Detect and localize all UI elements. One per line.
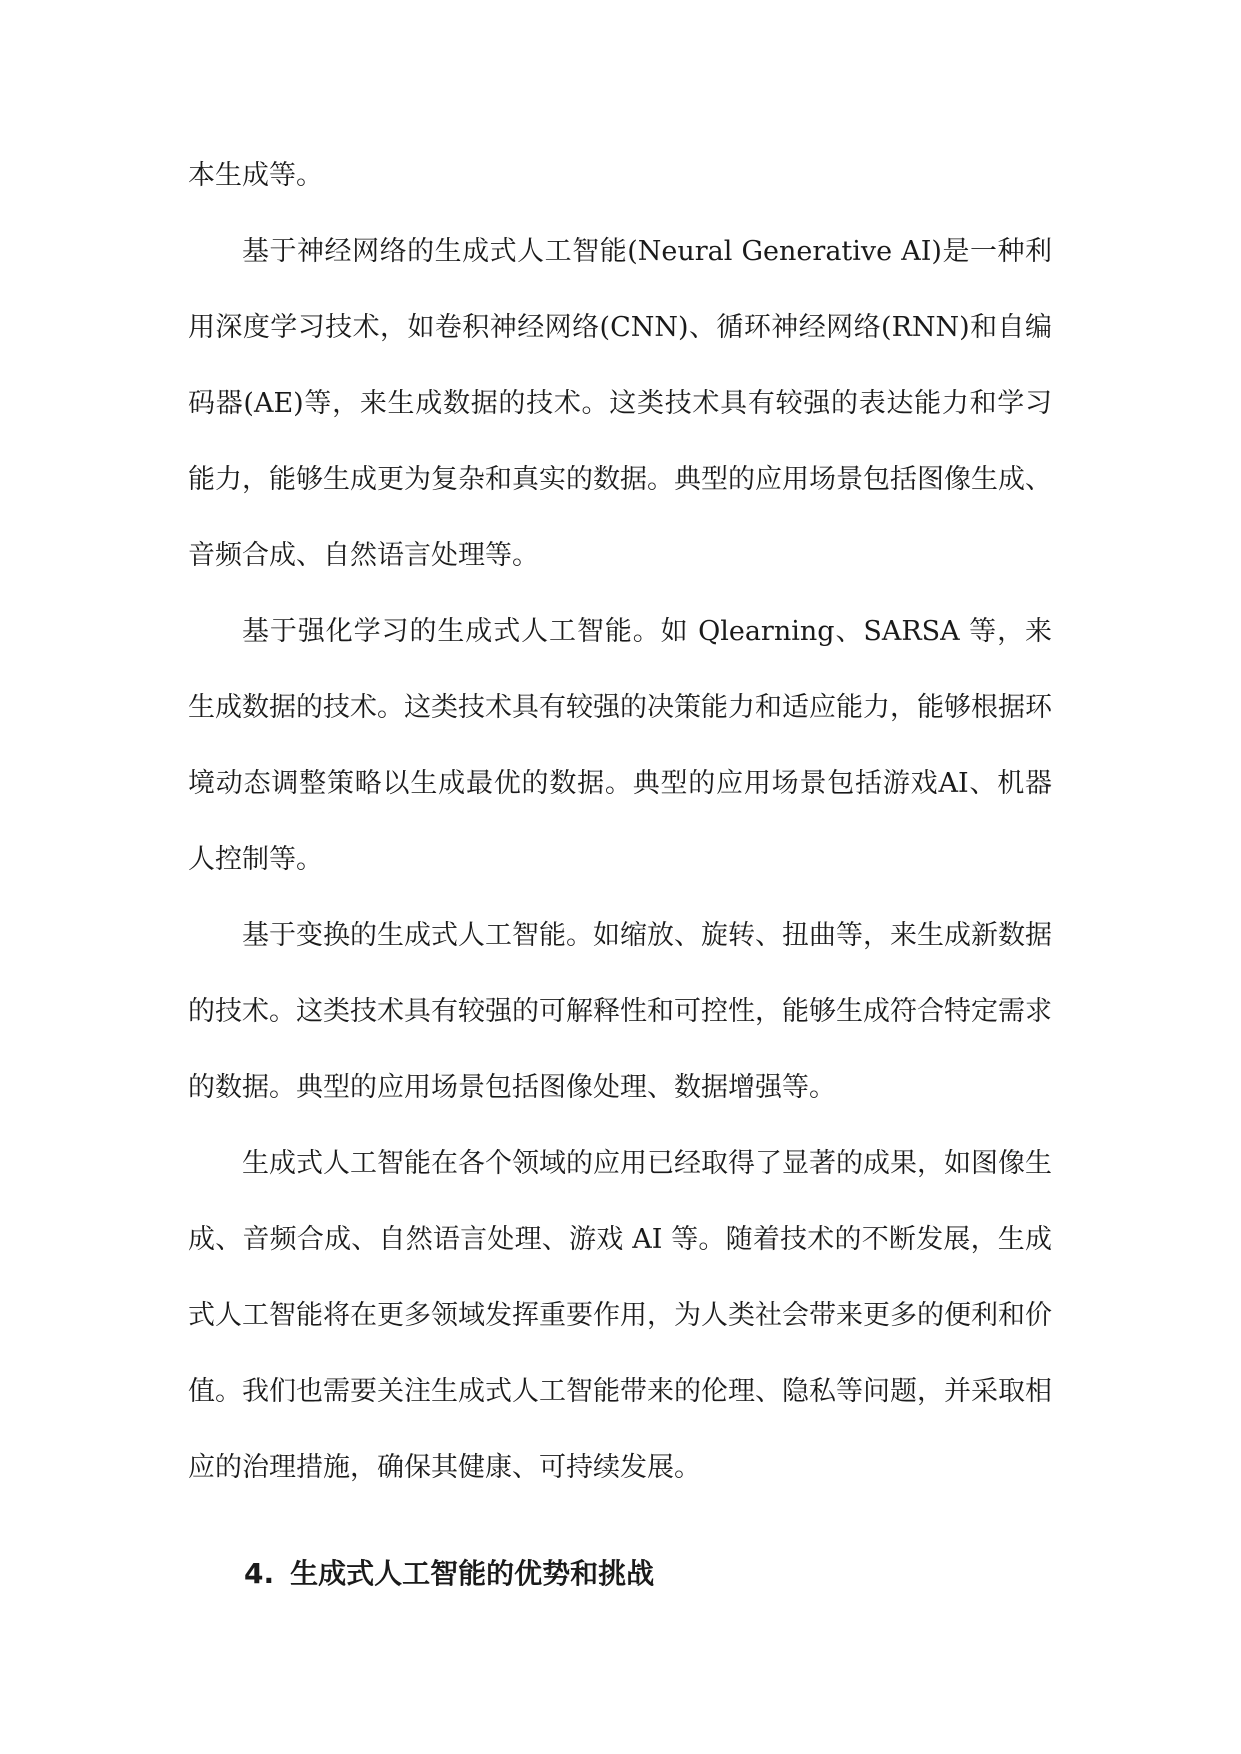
section-title: 生成式人工智能的优势和挑战 <box>290 1557 655 1590</box>
paragraph-reinforcement-learning: 基于强化学习的生成式人工智能。如 Qlearning、SARSA 等，来生成数据的技术。这类技术具有较强的决策能力和适应能力，能够根据环境动态调整策略以生成最优的数据。典型的应用场景包括游戏AI、机器人控制等。 <box>188 616 1052 875</box>
paragraph-transformation: 基于变换的生成式人工智能。如缩放、旋转、扭曲等，来生成新数据的技术。这类技术具有较强的可解释性和可控性，能够生成符合特定需求的数据。典型的应用场景包括图像处理、数据增强等。 <box>188 920 1052 1103</box>
section-number: 4. <box>244 1557 275 1590</box>
paragraph-continuation: 本生成等。 <box>188 160 323 191</box>
document-body <box>188 138 1052 1602</box>
paragraph-neural-generative-ai: 基于神经网络的生成式人工智能(Neural Generative AI)是一种利用深度学习技术，如卷积神经网络(CNN)、循环神经网络(RNN)和自编码器(AE)等，来生成数据的技术。这类技术具有较强的表达能力和学习能力，能够生成更为复杂和真实的数据。典型的应用场景包括图像生成、音频合成、自然语言处理等。 <box>188 236 1052 571</box>
paragraph-applications-summary: 生成式人工智能在各个领域的应用已经取得了显著的成果，如图像生成、音频合成、自然语言处理、游戏 AI 等。随着技术的不断发展，生成式人工智能将在更多领域发挥重要作用，为人类社会带来更多的便利和价值。我们也需要关注生成式人工智能带来的伦理、隐私等问题，并采取相应的治理措施，确保其健康、可持续发展。 <box>188 1148 1052 1483</box>
section-heading <box>188 1546 1052 1602</box>
